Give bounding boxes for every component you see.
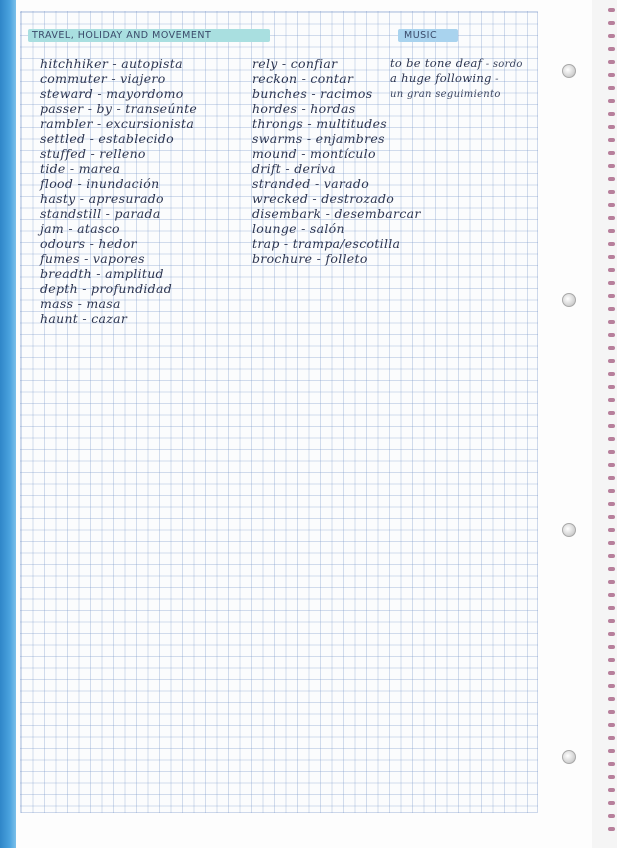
vocab-entry: depth - profundidad bbox=[40, 281, 173, 296]
vocab-entry: stuffed - relleno bbox=[40, 146, 146, 161]
vocab-entry: tide - marea bbox=[40, 161, 121, 176]
perforation-hole bbox=[608, 398, 615, 402]
vocab-entry: mound - montículo bbox=[252, 146, 376, 161]
vocab-entry: reckon - contar bbox=[252, 71, 354, 86]
perforation-hole bbox=[608, 463, 615, 467]
perforation-hole bbox=[608, 736, 615, 740]
perforation-hole bbox=[608, 567, 615, 571]
perforation-hole bbox=[608, 294, 615, 298]
vocab-list-travel bbox=[40, 56, 197, 326]
perforation-hole bbox=[608, 138, 615, 142]
perforation-hole bbox=[608, 411, 615, 415]
vocab-entry: haunt - cazar bbox=[40, 311, 128, 326]
vocab-translation: - bbox=[491, 74, 499, 85]
perforation-hole bbox=[608, 541, 615, 545]
vocab-entry: lounge - salón bbox=[252, 221, 345, 236]
blue-binding-edge bbox=[0, 0, 16, 848]
vocab-list-music bbox=[390, 56, 523, 101]
perforation-hole bbox=[608, 437, 615, 441]
perforation-hole bbox=[608, 814, 615, 818]
perforation-hole bbox=[608, 645, 615, 649]
perforation-hole bbox=[608, 489, 615, 493]
perforation-hole bbox=[608, 697, 615, 701]
perforation-hole bbox=[608, 502, 615, 506]
vocab-entry: bunches - racimos bbox=[252, 86, 373, 101]
perforation-hole bbox=[608, 528, 615, 532]
perforation-hole bbox=[608, 60, 615, 64]
binder-ring-icon bbox=[562, 523, 576, 537]
perforation-hole bbox=[608, 385, 615, 389]
perforation-hole bbox=[608, 99, 615, 103]
perforation-hole bbox=[608, 164, 615, 168]
binder-ring-icon bbox=[562, 64, 576, 78]
vocab-entry: rambler - excursionista bbox=[40, 116, 195, 131]
perforation-hole bbox=[608, 281, 615, 285]
perforation-hole bbox=[608, 788, 615, 792]
perforation-hole bbox=[608, 775, 615, 779]
vocab-entry bbox=[390, 86, 523, 101]
vocab-entry: jam - atasco bbox=[40, 221, 120, 236]
vocab-entry: rely - confiar bbox=[252, 56, 338, 71]
perforation-hole bbox=[608, 229, 615, 233]
vocab-entry: passer - by - transeúnte bbox=[40, 101, 198, 116]
perforation-hole bbox=[608, 723, 615, 727]
travel-heading: TRAVEL, HOLIDAY AND MOVEMENT bbox=[32, 30, 212, 41]
perforation-hole bbox=[608, 177, 615, 181]
perforation-hole bbox=[608, 424, 615, 428]
vocab-entry bbox=[390, 56, 523, 71]
vocab-entry: hitchhiker - autopista bbox=[40, 56, 183, 71]
perforation-hole bbox=[608, 320, 615, 324]
perforation-hole bbox=[608, 762, 615, 766]
binder-ring-icon bbox=[562, 750, 576, 764]
perforation-hole bbox=[608, 307, 615, 311]
perforation-hole bbox=[608, 346, 615, 350]
perforation-hole bbox=[608, 554, 615, 558]
perforation-hole bbox=[608, 359, 615, 363]
vocab-entry: swarms - enjambres bbox=[252, 131, 385, 146]
perforation-hole bbox=[608, 515, 615, 519]
vocab-entry: throngs - multitudes bbox=[252, 116, 388, 131]
binder-ring-icon bbox=[562, 293, 576, 307]
perforation-hole bbox=[608, 151, 615, 155]
vocab-entry bbox=[390, 71, 523, 86]
vocab-term: a huge following bbox=[390, 71, 492, 85]
perforation-hole bbox=[608, 86, 615, 90]
perforation-hole bbox=[608, 8, 615, 12]
perforation-hole bbox=[608, 255, 615, 259]
perforation-hole bbox=[608, 333, 615, 337]
perforation-hole bbox=[608, 34, 615, 38]
vocab-entry: settled - establecido bbox=[40, 131, 174, 146]
perforation-hole bbox=[608, 827, 615, 831]
vocab-entry: wrecked - destrozado bbox=[252, 191, 395, 206]
perforation-hole bbox=[608, 580, 615, 584]
perforation-hole bbox=[608, 21, 615, 25]
perforation-hole bbox=[608, 372, 615, 376]
vocab-entry: brochure - folleto bbox=[252, 251, 368, 266]
perforation-hole bbox=[608, 801, 615, 805]
vocab-entry: mass - masa bbox=[40, 296, 121, 311]
music-heading: MUSIC bbox=[404, 30, 438, 41]
perforation-hole bbox=[608, 190, 615, 194]
perforation-hole bbox=[608, 710, 615, 714]
vocab-entry: drift - deriva bbox=[252, 161, 336, 176]
perforation-hole bbox=[608, 606, 615, 610]
perforation-hole bbox=[608, 216, 615, 220]
perforation-hole bbox=[608, 658, 615, 662]
perforation-hole bbox=[608, 619, 615, 623]
perforation-hole bbox=[608, 125, 615, 129]
vocab-entry: hordes - hordas bbox=[252, 101, 356, 116]
vocab-term: to be tone deaf bbox=[390, 56, 483, 70]
perforation-hole bbox=[608, 450, 615, 454]
perforation-hole bbox=[608, 73, 615, 77]
vocab-translation: un gran seguimiento bbox=[390, 89, 501, 100]
vocab-entry: breadth - amplitud bbox=[40, 266, 164, 281]
perforation-hole bbox=[608, 242, 615, 246]
perforation-hole bbox=[608, 671, 615, 675]
perforation-hole bbox=[608, 268, 615, 272]
perforation-hole bbox=[608, 593, 615, 597]
perforation-hole bbox=[608, 203, 615, 207]
vocab-entry: trap - trampa/escotilla bbox=[252, 236, 401, 251]
perforation-hole bbox=[608, 749, 615, 753]
vocab-entry: hasty - apresurado bbox=[40, 191, 164, 206]
vocab-translation: - sordo bbox=[482, 59, 523, 70]
perforation-hole bbox=[608, 632, 615, 636]
vocab-entry: steward - mayordomo bbox=[40, 86, 184, 101]
vocab-entry: disembark - desembarcar bbox=[252, 206, 421, 221]
perforation-hole bbox=[608, 112, 615, 116]
vocab-entry: standstill - parada bbox=[40, 206, 161, 221]
perforation-hole bbox=[608, 47, 615, 51]
perforation-hole bbox=[608, 684, 615, 688]
perforation-hole bbox=[608, 476, 615, 480]
vocab-entry: flood - inundación bbox=[40, 176, 160, 191]
vocab-entry: stranded - varado bbox=[252, 176, 370, 191]
vocab-entry: commuter - viajero bbox=[40, 71, 166, 86]
vocab-entry: odours - hedor bbox=[40, 236, 137, 251]
vocab-entry: fumes - vapores bbox=[40, 251, 145, 266]
